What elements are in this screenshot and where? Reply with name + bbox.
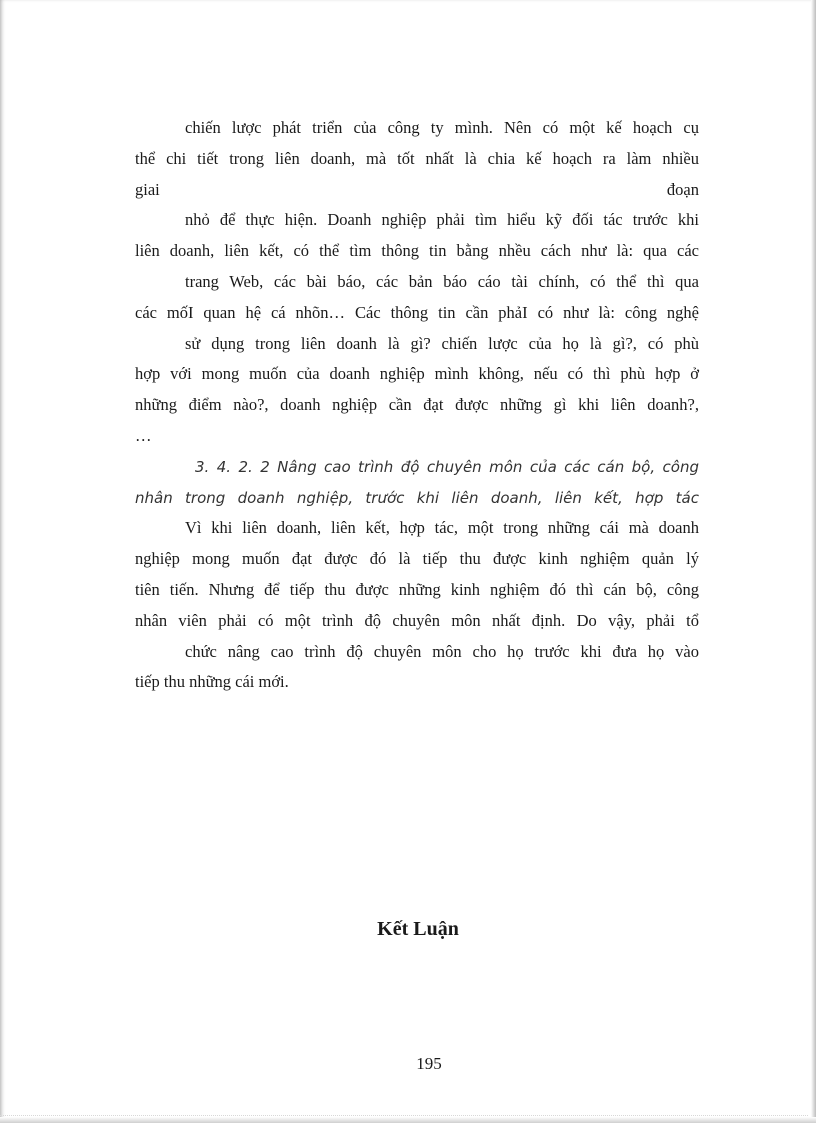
conclusion-heading: Kết Luận <box>377 918 459 940</box>
text-line: thể chi tiết trong liên doanh, mà tốt nhất là chia kế hoạch ra làm nhiều <box>135 148 699 168</box>
text-line: nghiệp mong muốn đạt được đó là tiếp thu được kinh nghiệm quản lý <box>135 549 699 569</box>
text-line: hợp với mong muốn của doanh nghiệp mình không, nếu có thì phù hợp ở <box>135 364 699 384</box>
text-line: Vì khi liên doanh, liên kết, hợp tác, một trong những cái mà doanh <box>185 518 699 538</box>
text-line: … <box>135 425 152 445</box>
text-line: giai đoạn <box>135 179 699 199</box>
page-number: 195 <box>416 1054 442 1073</box>
page-edge-shadow <box>811 0 816 1123</box>
text-line: các mốI quan hệ cá nhõn… Các thông tin cần phảI có như là: công nghệ <box>135 302 699 322</box>
text-line: sử dụng trong liên doanh là gì? chiến lược của họ là gì?, có phù <box>185 333 699 353</box>
text-line: chức nâng cao trình độ chuyên môn cho họ trước khi đưa họ vào <box>185 641 699 661</box>
text-line: tiên tiến. Nhưng để tiếp thu được những kinh nghiệm đó thì cán bộ, công <box>135 579 699 599</box>
text-line: những điểm nào?, doanh nghiệp cần đạt được những gì khi liên doanh?, <box>135 395 699 415</box>
text-line: nhân viên phải có một trình độ chuyên môn nhất định. Do vậy, phải tổ <box>135 610 699 630</box>
text-line: trang Web, các bài báo, các bản báo cáo tài chính, có thể thì qua <box>185 271 699 291</box>
body-text <box>135 113 699 698</box>
text-line: nhỏ để thực hiện. Doanh nghiệp phải tìm hiểu kỹ đối tác trước khi <box>185 210 699 230</box>
section-heading-line: nhân trong doanh nghiệp, trước khi liên doanh, liên kết, hợp tác <box>135 488 699 507</box>
section-heading-line: 3. 4. 2. 2 Nâng cao trình độ chuyên môn của các cán bộ, công <box>195 457 699 476</box>
page-bottom-shadow <box>0 1117 816 1123</box>
text-line: liên doanh, liên kết, có thể tìm thông tin bằng nhều cách như là: qua các <box>135 241 699 261</box>
page-bottom-dotted-border <box>0 1115 808 1117</box>
text-line: chiến lược phát triển của công ty mình. Nên có một kế hoạch cụ <box>185 118 699 137</box>
text-line: tiếp thu những cái mới. <box>135 672 289 692</box>
